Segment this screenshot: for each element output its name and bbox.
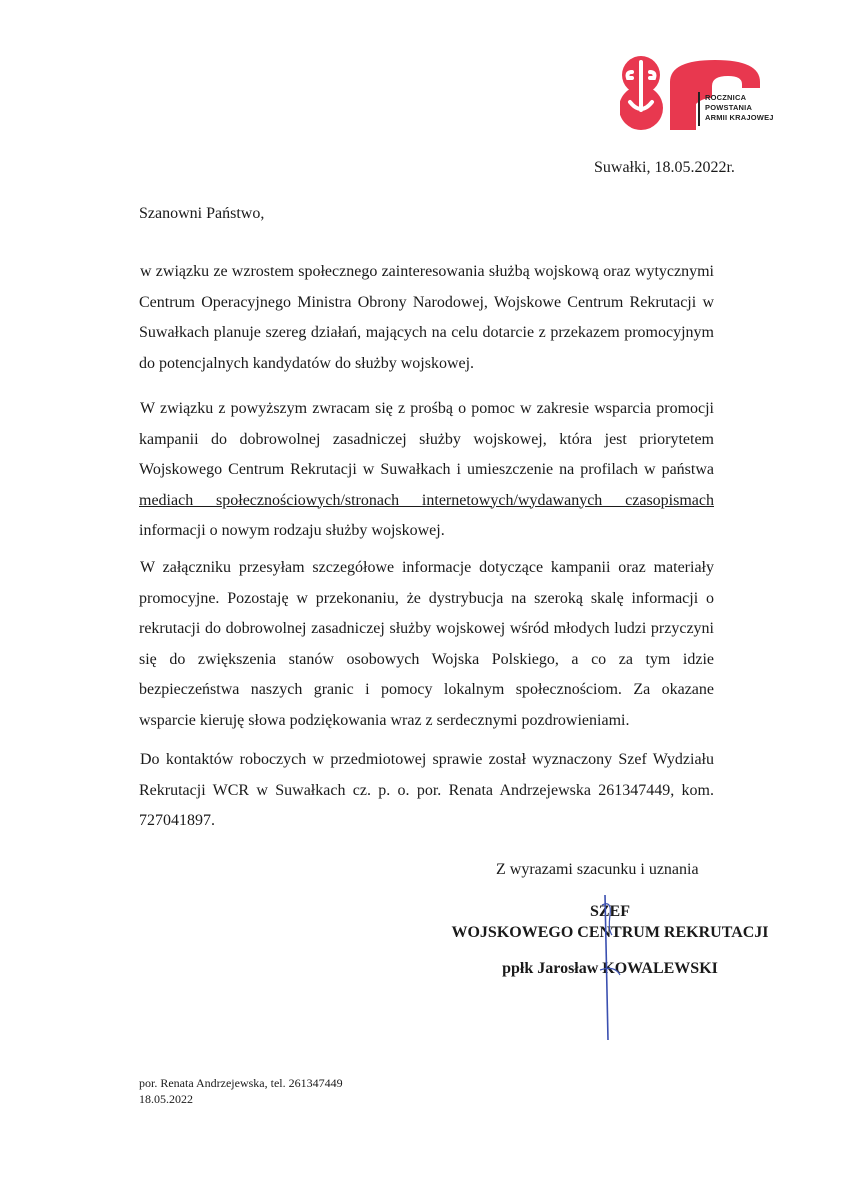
- signature-institution: WOJSKOWEGO CENTRUM REKRUTACJI: [451, 924, 769, 941]
- footer-contact: [139, 1075, 343, 1107]
- paragraph-2: [139, 394, 714, 547]
- paragraph-4: Do kontaktów roboczych w przedmiotowej sprawie został wyznaczony Szef Wydziału Rekrutacji WCR w Suwałkach cz. p. o. por. Renata Andrzejewska 261347449, kom. 727041897.: [139, 751, 714, 829]
- paragraph-2-text: W związku z powyższym zwracam się z prośbą o pomoc w zakresie wsparcia promocji kampanii do dobrowolnej zasadniczej służby wojskowej, która jest priorytetem Wojskowego Centrum Rekrutacji w Suwałkach i umieszczenie na profilach w państwa: [139, 400, 714, 478]
- paragraph-2-text-end: informacji o nowym rodzaju służby wojskowej.: [139, 522, 445, 539]
- closing-phrase: Z wyrazami szacunku i uznania: [496, 861, 699, 878]
- signature-title: SZEF: [589, 903, 630, 920]
- handwritten-signature-icon: [560, 875, 640, 1045]
- paragraph-1: w związku ze wzrostem społecznego zainteresowania służbą wojskową oraz wytycznymi Centrum Operacyjnego Ministra Obrony Narodowej, Wojskowe Centrum Rekrutacji w Suwałkach planuje szereg działań, mających na celu dotarcie z przekazem promocyjnym do potencjalnych kandydatów do służby wojskowej.: [139, 263, 714, 372]
- letter-date: Suwałki, 18.05.2022r.: [594, 159, 735, 176]
- footer-line: por. Renata Andrzejewska, tel. 261347449: [139, 1076, 343, 1090]
- logo-caption-line: POWSTANIA: [705, 103, 753, 112]
- paragraph-3: W załączniku przesyłam szczegółowe informacje dotyczące kampanii oraz materiały promocyjne. Pozostaję w przekonaniu, że dystrybucja na szeroką skalę informacji o rekrutacji do dobrowolnej zasadniczej służby wojskowej wśród młodych ludzi przyczyni się do zwiększenia stanów osobowych Wojska Polskiego, a co za tym idzie bezpieczeństwa naszych granic i pomocy lokalnym społecznościom. Za okazane wsparcie kieruję słowa podziękowania wraz z serdecznymi pozdrowieniami.: [139, 559, 714, 729]
- logo-caption: [705, 93, 774, 123]
- logo-caption-line: ROCZNICA: [705, 93, 747, 102]
- logo-divider: [698, 92, 700, 126]
- footer-line: 18.05.2022: [139, 1092, 193, 1106]
- greeting: Szanowni Państwo,: [139, 205, 265, 222]
- logo-caption-line: ARMII KRAJOWEJ: [705, 113, 774, 122]
- signature-name: ppłk Jarosław KOWALEWSKI: [502, 960, 718, 977]
- paragraph-2-underlined: mediach społecznościowych/stronach internetowych/wydawanych czasopismach: [139, 491, 714, 509]
